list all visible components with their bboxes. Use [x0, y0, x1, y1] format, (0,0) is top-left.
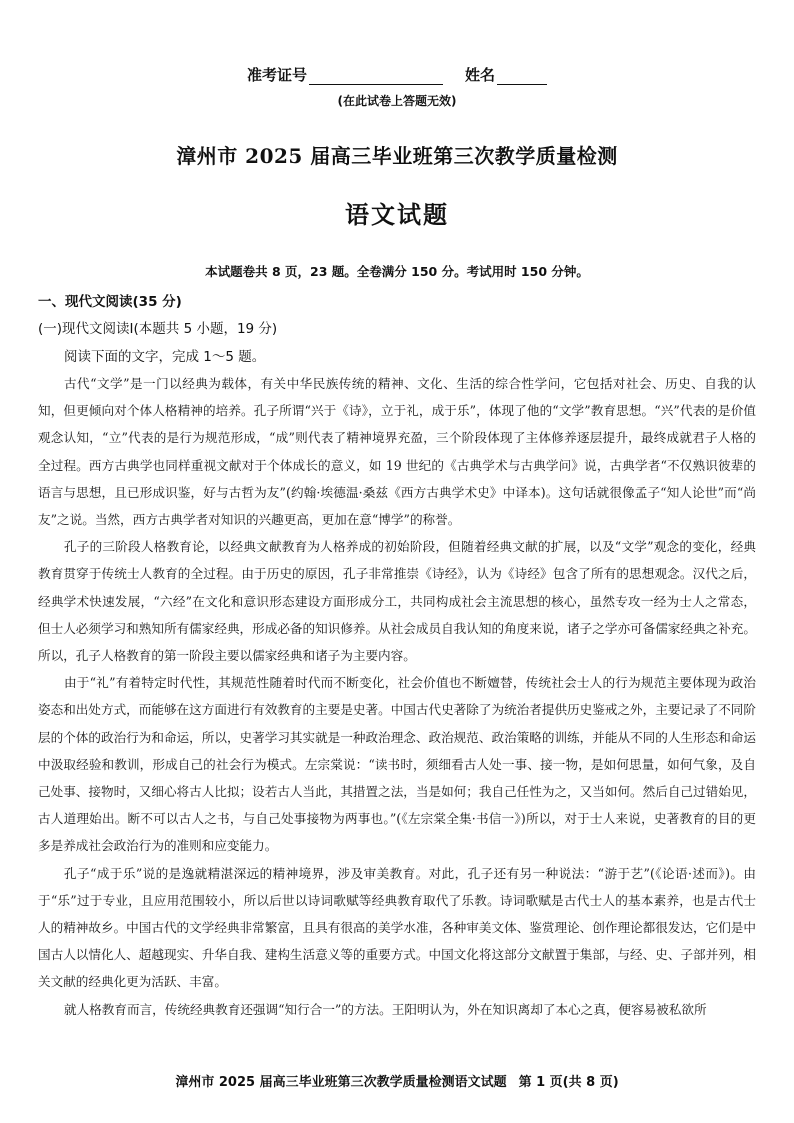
page-footer	[0, 1071, 794, 1090]
admission-number-label: 准考证号	[246, 66, 307, 84]
passage-paragraph: 孔子的三阶段人格教育论，以经典文献教育为人格养成的初始阶段，但随着经典文献的扩展，以及“文学”观念的变化，经典教育贯穿于传统士人教育的全过程。由于历史的原因，孔子非常推崇《诗经》，认为《诗经》包含了所有的思想观念。汉代之后，经典学术快速发展，“六经”在文化和意识形态建设方面形成分工，共同构成社会主流思想的核心，虽然专攻一经为士人之常态，但士人必须学习和熟知所有儒家经典，形成必备的知识修养。从社会成员自我认知的角度来说，诸子之学亦可备儒家经典之补充。所以，孔子人格教育的第一阶段主要以儒家经典和诸子为主要内容。	[38, 539, 756, 664]
section-heading: 一、现代文阅读(35 分)	[38, 294, 182, 310]
passage-paragraph: 由于“礼”有着特定时代性，其规范性随着时代而不断变化，社会价值也不断嬗替，传统社会士人的行为规范主要体现为政治姿态和出处方式，而能够在这方面进行有效教育的主要是史著。中国古代史著除了为统治者提供历史鉴戒之外，主要记录了不同阶层的个体的政治行为和命运，所以，史著学习其实就是一种政治理念、政治规范、政治策略的训练，并能从不同的人生形态和命运中汲取经验和教训，形成自己的社会行为模式。左宗棠说：“读书时，须细看古人处一事、接一物，是如何思量，如何气象，及自己处事、接物时，又细心将古人比拟；设若古人当此，其措置之法，当是如何；我自己任性为之，又当如何。然后自己过错始见，古人道理始出。断不可以古人之书，与自己处事接物为两事也。”(《左宗棠全集·书信一》)所以，对于士人来说，史著教育的目的更多是养成社会政治行为的准则和应变能力。	[38, 675, 756, 854]
candidate-info-line	[0, 64, 794, 85]
reading-passage	[38, 370, 756, 1023]
exam-title: 漳州市 2025 届高三毕业班第三次教学质量检测	[176, 144, 618, 168]
admission-number-blank[interactable]	[309, 69, 443, 85]
passage-paragraph: 就人格教育而言，传统经典教育还强调“知行合一”的方法。王阳明认为，外在知识离却了本心之真，便容易被私欲所	[64, 1001, 707, 1017]
name-label: 姓名	[465, 66, 496, 84]
passage-paragraph: 古代“文学”是一门以经典为载体，有关中华民族传统的精神、文化、生活的综合性学问，它包括对社会、历史、自我的认知，但更倾向对个体人格精神的培养。孔子所谓“兴于《诗》，立于礼，成于乐”，体现了他的“文学”教育思想。“兴”代表的是价值观念认知，“立”代表的是行为规范形成，“成”则代表了精神境界充盈，三个阶段体现了主体修养逐层提升，最终成就君子人格的全过程。西方古典学也同样重视文献对于个体成长的意义，如 19 世纪的《古典学术与古典学问》说，古典学者“不仅熟识彼辈的语言与思想，且已形成识鉴，好与古哲为友”(约翰·埃德温·桑兹《西方古典学术史》中译本)。这句话就很像孟子“知人论世”而“尚友”之说。当然，西方古典学者对知识的兴趣更高，更加在意“博学”的称誉。	[38, 376, 756, 528]
subject-title: 语文试题	[345, 200, 449, 229]
exam-info: 本试题卷共 8 页，23 题。全卷满分 150 分。考试用时 150 分钟。	[205, 264, 589, 279]
subsection-heading: (一)现代文阅读Ⅰ(本题共 5 小题，19 分)	[38, 321, 278, 337]
passage-paragraph: 孔子“成于乐”说的是逸就精湛深远的精神境界，涉及审美教育。对此，孔子还有另一种说法：“游于艺”(《论语·述而》)。由于“乐”过于专业，且应用范围较小，所以后世以诗词歌赋等经典教育取代了乐教。诗词歌赋是古代士人的基本素养，也是古代士人的精神故乡。中国古代的文学经典非常繁富，且具有很高的美学水准，各种审美文体、鉴赏理论、创作理论都很发达，它们是中国古人以情化人、超越现实、升华自我、建构生活意义等的重要方式。中国文化将这部分文献置于集部，与经、史、子部并列，相关文献的经典化更为活跃、丰富。	[38, 865, 756, 990]
footer-title: 漳州市 2025 届高三毕业班第三次教学质量检测语文试题	[175, 1075, 507, 1090]
reading-instruction: 阅读下面的文字，完成 1～5 题。	[64, 349, 266, 365]
name-blank[interactable]	[497, 69, 547, 85]
page-number: 第 1 页(共 8 页)	[518, 1075, 619, 1090]
invalid-answer-notice: (在此试卷上答题无效)	[337, 94, 457, 108]
